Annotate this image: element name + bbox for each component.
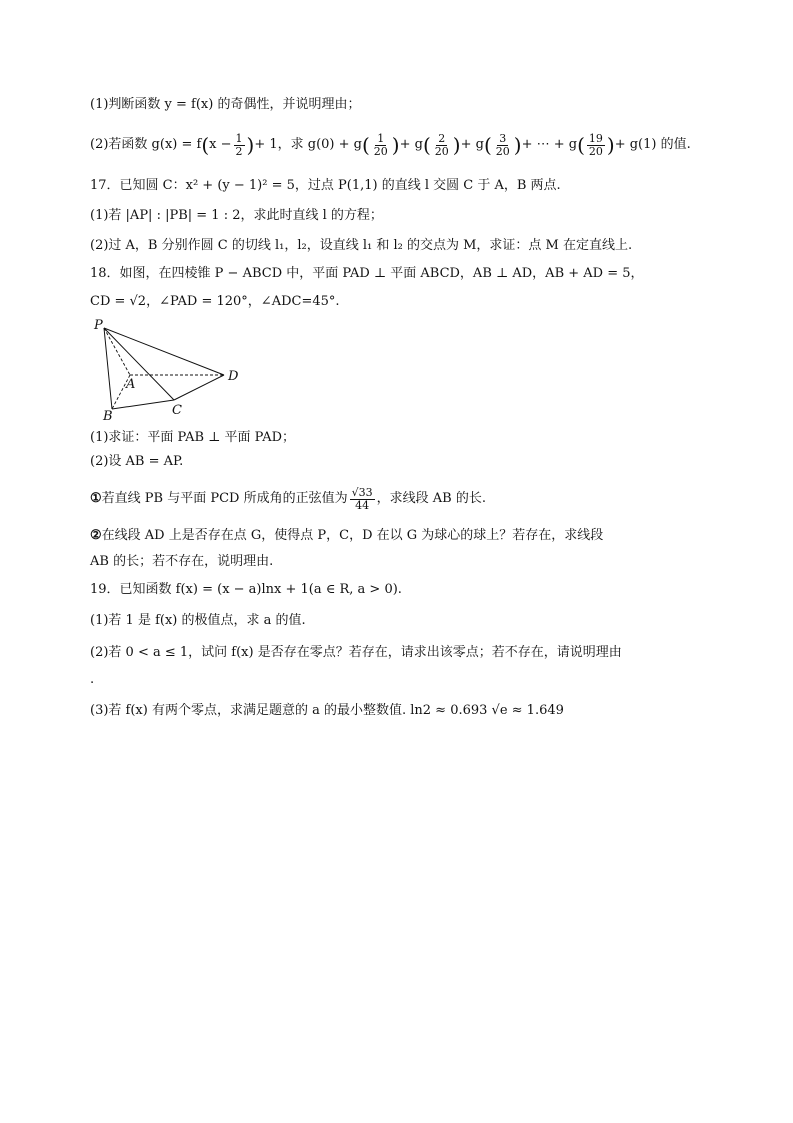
p18-part2: (2)设 AB = AP. [90,454,184,469]
paren-close: ) [452,133,461,157]
p16-part2-mid: x − [209,137,232,152]
edge-PD [104,328,224,375]
circled-two: ② [90,528,102,543]
paren-close: ) [391,133,400,157]
p18-sub2-line2: AB 的长；若不存在，说明理由. [90,554,274,569]
p19-part2-line1: (2)若 0 < a ≤ 1，试问 f(x) 是否存在零点？若存在，请求出该零点；若不存在，请说明理由 [90,645,622,660]
p16-part1: (1)判断函数 y = f(x) 的奇偶性，并说明理由； [90,97,361,112]
frac-num: 1 [377,131,385,145]
frac-den: 20 [373,144,388,158]
p18-stem-line2: CD = √2，∠PAD = 120°，∠ADC=45°. [90,294,340,309]
p19-part3: (3)若 f(x) 有两个零点，求满足题意的 a 的最小整数值. ln2 ≈ 0.693 √e ≈ 1.649 [90,703,564,718]
frac-den: 20 [588,144,603,158]
dots-g: + ⋯ + g [521,137,578,152]
fraction-3-20 [494,133,512,158]
label-D: D [228,369,239,384]
plus-g: + g [399,137,423,152]
frac-den: 20 [434,144,449,158]
frac-num: 2 [438,131,446,145]
p18-stem-line1: 18．如图，在四棱锥 P − ABCD 中，平面 PAD ⊥ 平面 ABCD，AB ⊥ AD，AB + AD = 5， [90,266,644,281]
edge-CD [174,375,224,400]
paren-open: ( [483,133,492,157]
label-C: C [172,403,182,418]
paren-open: ( [201,133,210,157]
frac-num: 3 [499,131,507,145]
p17-stem: 17．已知圆 C：x² + (y − 1)² = 5，过点 P(1,1) 的直线 l 交圆 C 于 A，B 两点. [90,178,561,193]
p19-part1: (1)若 1 是 f(x) 的极值点，求 a 的值. [90,613,306,628]
p18-sub2-text: 在线段 AD 上是否存在点 G，使得点 P，C，D 在以 G 为球心的球上？若存在，求线段 [101,528,604,543]
p16-tail: + g(1) 的值. [614,137,691,152]
fraction-19-20 [587,133,605,158]
half-num: 1 [235,131,243,145]
p19-part2-line2: . [90,672,95,687]
fraction-2-20 [433,133,451,158]
edge-PC [104,328,174,400]
p18-sub2-line1 [90,526,603,546]
p18-sub1-text-a: 若直线 PB 与平面 PCD 所成角的正弦值为 [101,491,348,506]
fraction-1-20 [372,133,390,158]
paren-close: ) [606,133,615,157]
paren-close: ) [513,133,522,157]
p16-part2 [90,130,691,160]
p16-part2-prefix: (2)若函数 g(x) = f [90,137,202,152]
paren-close: ) [246,133,255,157]
p17-part1: (1)若 |AP| : |PB| = 1 : 2，求此时直线 l 的方程； [90,208,383,223]
frac-den: 20 [495,144,510,158]
circled-one: ① [90,491,102,506]
frac-num: 19 [588,131,603,145]
edge-BC [112,400,174,409]
p19-stem: 19．已知函数 f(x) = (x − a)lnx + 1(a ∈ R, a > 0). [90,582,402,597]
p18-part1: (1)求证：平面 PAB ⊥ 平面 PAD； [90,430,296,445]
p18-sub1-text-b: ，求线段 AB 的长. [376,491,486,506]
plus-g: + g [460,137,484,152]
p18-sub1 [90,482,486,516]
pyramid-figure [92,318,252,420]
half-fraction [234,133,245,158]
label-A: A [126,377,136,392]
sine-den: 44 [355,498,370,512]
label-P: P [94,318,103,333]
p16-part2-after: + 1，求 g(0) + g [254,137,362,152]
sine-fraction [350,487,375,512]
paren-open: ( [577,133,585,157]
edge-PB [104,328,112,409]
paren-open: ( [361,133,370,157]
paren-open: ( [422,133,431,157]
label-B: B [103,409,113,420]
half-den: 2 [235,144,243,158]
sine-num: √33 [351,485,373,499]
p17-part2: (2)过 A，B 分别作圆 C 的切线 l₁，l₂，设直线 l₁ 和 l₂ 的交点为 M，求证：点 M 在定直线上. [90,238,633,253]
